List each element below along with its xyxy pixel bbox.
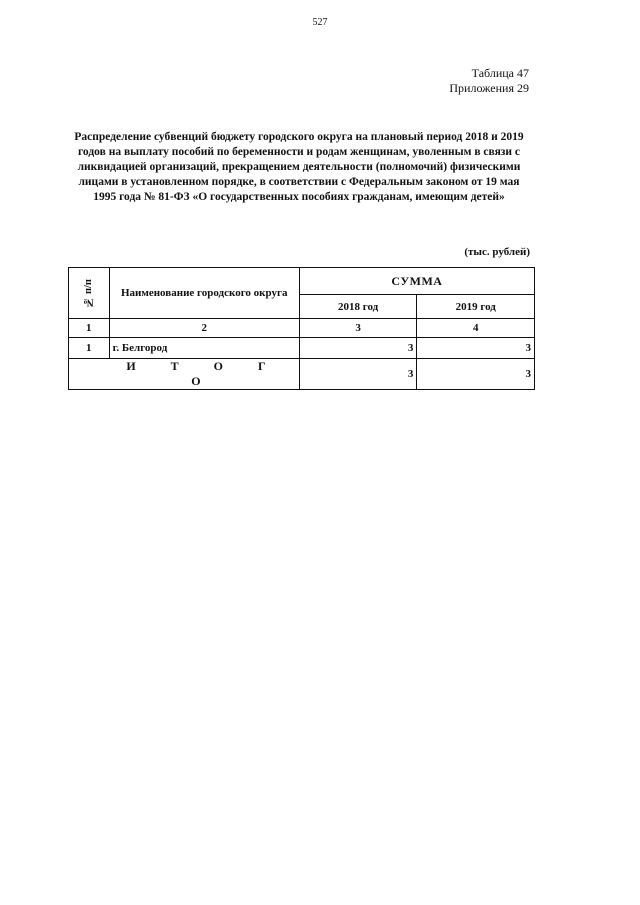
header-sum: СУММА xyxy=(299,268,534,295)
index-cell: 3 xyxy=(299,319,417,338)
row-num: 1 xyxy=(69,338,110,359)
total-value-2018: 3 xyxy=(299,359,417,390)
header-row xyxy=(69,268,535,295)
page-number: 527 xyxy=(312,17,328,28)
table-reference xyxy=(449,66,529,96)
header-name: Наименование городского округа xyxy=(109,268,299,319)
table-ref-line1: Таблица 47 xyxy=(471,66,529,80)
table-ref-line2: Приложения 29 xyxy=(449,81,529,95)
table-row xyxy=(69,338,535,359)
row-value-2018: 3 xyxy=(299,338,417,359)
row-name: г. Белгород xyxy=(109,338,299,359)
document-title: Распределение субвенций бюджету городского округа на плановый период 2018 и 2019 годов на выплату пособий по беременности и родам женщинам, уволенным в связи с ликвидацией организаций, прекращением деятельности (полномочий) физическими лицами в установленном порядке, в соответствии с Федеральным законом от 19 мая 1995 года № 81-ФЗ «О государственных пособиях гражданам, имеющим детей» xyxy=(74,131,524,203)
subsidy-table xyxy=(68,267,535,390)
header-num xyxy=(69,268,110,319)
row-value-2019: 3 xyxy=(417,338,535,359)
total-label: И Т О Г О xyxy=(109,359,299,390)
index-row xyxy=(69,319,535,338)
total-row xyxy=(69,359,535,390)
header-year-2018: 2018 год xyxy=(299,295,417,319)
units-label: (тыс. рублей) xyxy=(464,246,530,258)
index-cell: 2 xyxy=(109,319,299,338)
header-year-2019: 2019 год xyxy=(417,295,535,319)
header-num-text: № п/п xyxy=(83,278,95,308)
index-cell: 4 xyxy=(417,319,535,338)
total-value-2019: 3 xyxy=(417,359,535,390)
total-empty-cell xyxy=(69,359,110,390)
index-cell: 1 xyxy=(69,319,110,338)
